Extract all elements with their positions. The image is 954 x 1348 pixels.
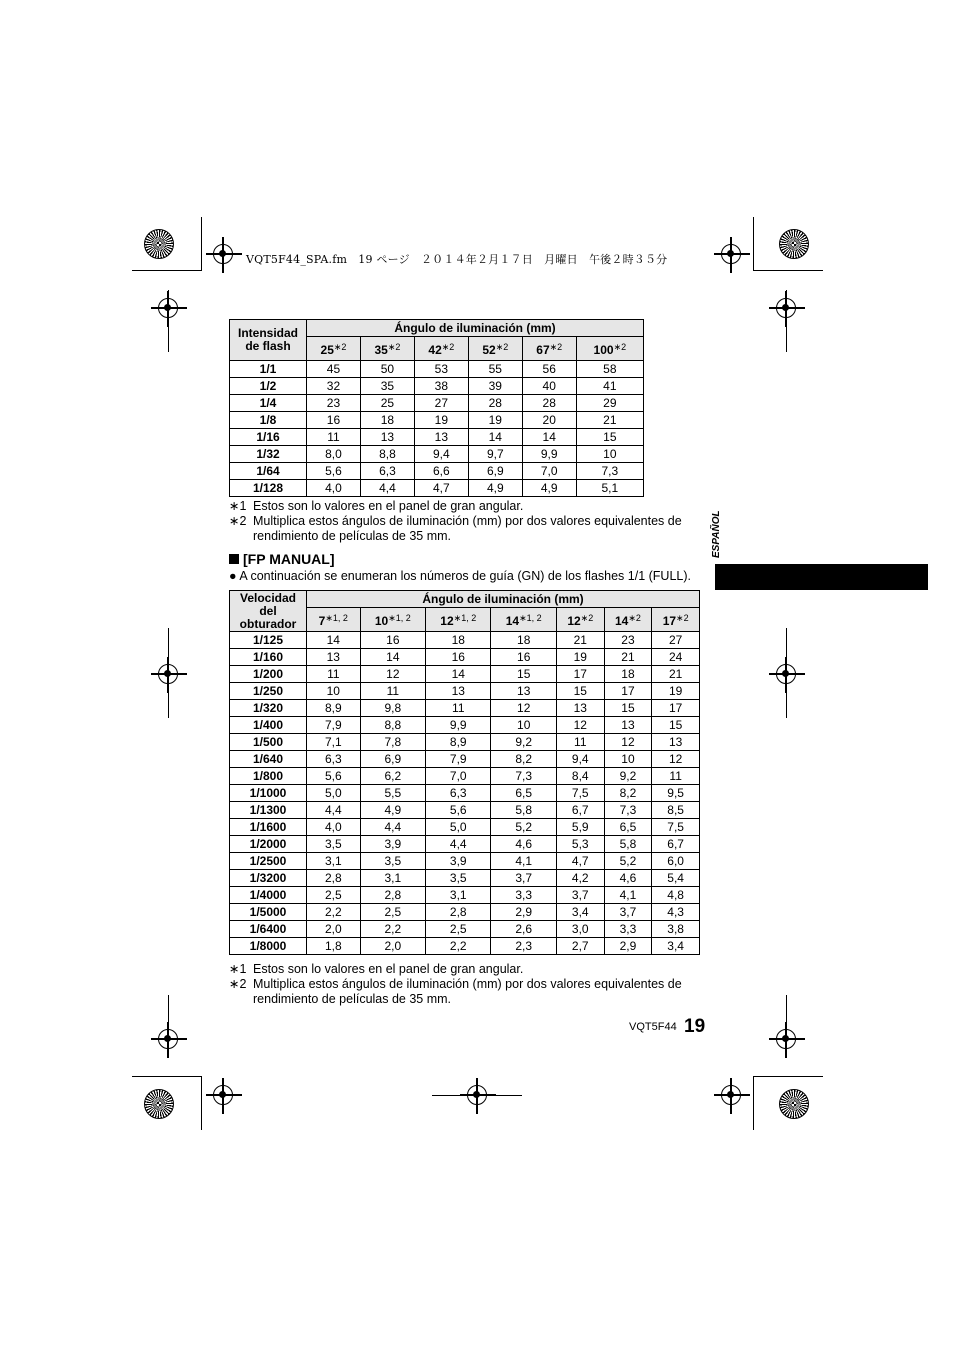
table-cell: 6,6 [414,463,468,480]
language-label: ESPAÑOL [711,510,722,558]
table-cell: 8,5 [652,802,700,819]
table-cell: 58 [576,361,643,378]
table-cell: 11 [307,429,361,446]
table-cell: 2,5 [360,904,425,921]
table-cell: 5,8 [604,836,652,853]
column-header: $35^{∗2}$ [360,337,414,361]
table-cell: 16 [426,649,491,666]
table-row [230,904,700,921]
table-row [230,378,644,395]
table-cell: 8,8 [360,446,414,463]
table-corner-header: Velocidad del obturador [230,591,307,632]
table-cell: 7,9 [307,717,361,734]
table-cell: 2,9 [491,904,556,921]
table-row [230,836,700,853]
row-label: 1/250 [230,683,307,700]
table-cell: 2,8 [426,904,491,921]
table-row [230,819,700,836]
table-row [230,683,700,700]
column-header: $7^{∗1, 2}$ [307,608,361,632]
table-cell: 4,4 [426,836,491,853]
table-cell: 2,2 [360,921,425,938]
table-cell: 2,8 [307,870,361,887]
row-label: 1/1600 [230,819,307,836]
starburst-icon [779,1089,809,1119]
row-label: 1/16 [230,429,307,446]
table-cell: 3,9 [426,853,491,870]
table-cell: 4,6 [604,870,652,887]
table-cell: 2,9 [604,938,652,955]
table-cell: 5,2 [604,853,652,870]
table-cell: 9,4 [556,751,604,768]
table-cell: 21 [576,412,643,429]
row-label: 1/125 [230,632,307,649]
column-header: $67^{∗2}$ [522,337,576,361]
table-cell: 11 [307,666,361,683]
table-cell: 4,9 [360,802,425,819]
row-label: 1/5000 [230,904,307,921]
table-cell: 17 [604,683,652,700]
file-header-line: VQT5F44_SPA.fm 19 ページ ２０１４年２月１７日 月曜日 午後２時３５分 [246,253,668,266]
table-cell: 15 [652,717,700,734]
row-label: 1/320 [230,700,307,717]
footnote: ∗1 Estos son lo valores en el panel de gran angular. [229,962,524,976]
footnotes [229,499,699,544]
table-cell: 5,0 [307,785,361,802]
table-row [230,870,700,887]
table-cell: 4,9 [468,480,522,497]
table-cell: 3,1 [307,853,361,870]
row-label: 1/400 [230,717,307,734]
table-cell: 7,5 [652,819,700,836]
table-cell: 4,4 [360,819,425,836]
table-row [230,802,700,819]
table-cell: 16 [360,632,425,649]
table-cell: 5,4 [652,870,700,887]
table-cell: 7,5 [556,785,604,802]
table-row [230,700,700,717]
page-number: 19 [684,1016,706,1037]
table-cell: 2,6 [491,921,556,938]
table-cell: 17 [652,700,700,717]
table-cell: 11 [652,768,700,785]
column-header: $52^{∗2}$ [468,337,522,361]
table-cell: 2,2 [426,938,491,955]
table-cell: 13 [307,649,361,666]
table-cell: 8,9 [426,734,491,751]
table-cell: 3,3 [604,921,652,938]
table-cell: 12 [491,700,556,717]
table-cell: 12 [652,751,700,768]
table-cell: 3,5 [426,870,491,887]
table-cell: 6,5 [604,819,652,836]
table-cell: 5,6 [426,802,491,819]
table-cell: 3,7 [491,870,556,887]
table-cell: 18 [426,632,491,649]
table-cell: 6,9 [360,751,425,768]
table-cell: 6,5 [491,785,556,802]
table-cell: 12 [604,734,652,751]
table-cell: 55 [468,361,522,378]
table-cell: 4,2 [556,870,604,887]
table-cell: 3,4 [652,938,700,955]
table-cell: 21 [652,666,700,683]
table-cell: 4,0 [307,480,361,497]
table-cell: 2,5 [426,921,491,938]
table-cell: 7,8 [360,734,425,751]
row-label: 1/500 [230,734,307,751]
table-cell: 19 [414,412,468,429]
table-cell: 4,6 [491,836,556,853]
table-cell: 9,9 [426,717,491,734]
table-cell: 41 [576,378,643,395]
table-cell: 4,7 [556,853,604,870]
table-cell: 3,5 [360,853,425,870]
table-cell: 4,4 [360,480,414,497]
footnote: ∗2 Multiplica estos ángulos de iluminación (mm) por dos valores equivalentes de rendimiento de películas de 35 mm. [229,977,682,1006]
column-header: $14^{∗1, 2}$ [491,608,556,632]
table-cell: 6,3 [426,785,491,802]
table-cell: 45 [307,361,361,378]
row-label: 1/2500 [230,853,307,870]
table-row [230,785,700,802]
table-cell: 8,2 [604,785,652,802]
black-square-icon [229,554,239,564]
table-cell: 38 [414,378,468,395]
row-label: 1/1000 [230,785,307,802]
table-row [230,649,700,666]
table-cell: 32 [307,378,361,395]
column-header: $100^{∗2}$ [576,337,643,361]
table-cell: 9,5 [652,785,700,802]
table-cell: 13 [360,429,414,446]
table-cell: 17 [556,666,604,683]
table-cell: 13 [491,683,556,700]
table-cell: 3,4 [556,904,604,921]
row-label: 1/800 [230,768,307,785]
registration-mark-icon [721,244,741,264]
table-cell: 4,1 [491,853,556,870]
table-cell: 14 [307,632,361,649]
table-cell: 5,1 [576,480,643,497]
fp-manual-table [229,590,700,955]
table-row [230,429,644,446]
table-row [230,463,644,480]
table-cell: 3,1 [426,887,491,904]
table-cell: 28 [468,395,522,412]
row-label: 1/8 [230,412,307,429]
table-group-header: Ángulo de iluminación (mm) [307,591,700,608]
table-cell: 3,7 [556,887,604,904]
row-label: 1/128 [230,480,307,497]
table-cell: 5,2 [491,819,556,836]
table-cell: 6,3 [360,463,414,480]
table-cell: 6,7 [652,836,700,853]
table-cell: 2,8 [360,887,425,904]
table-cell: 10 [491,717,556,734]
table-cell: 10 [576,446,643,463]
table-row [230,853,700,870]
table-cell: 27 [414,395,468,412]
table-cell: 21 [556,632,604,649]
table-cell: 7,3 [491,768,556,785]
row-label: 1/2 [230,378,307,395]
table-cell: 3,0 [556,921,604,938]
language-tab-bar [715,564,928,590]
table-cell: 5,9 [556,819,604,836]
table-cell: 3,7 [604,904,652,921]
table-cell: 5,0 [426,819,491,836]
row-label: 1/4 [230,395,307,412]
table-cell: 20 [522,412,576,429]
table-cell: 15 [556,683,604,700]
row-label: 1/8000 [230,938,307,955]
column-header: $10^{∗1, 2}$ [360,608,425,632]
table-cell: 3,8 [652,921,700,938]
bullet-icon: ● [229,569,237,583]
table-cell: 7,9 [426,751,491,768]
table-row [230,887,700,904]
table-cell: 9,7 [468,446,522,463]
table-cell: 9,9 [522,446,576,463]
table-cell: 9,4 [414,446,468,463]
table-row [230,921,700,938]
table-cell: 16 [491,649,556,666]
table-cell: 25 [360,395,414,412]
table-cell: 18 [360,412,414,429]
starburst-icon [779,229,809,259]
table-cell: 4,8 [652,887,700,904]
table-cell: 53 [414,361,468,378]
table-cell: 21 [604,649,652,666]
table-cell: 15 [576,429,643,446]
starburst-icon [144,1089,174,1119]
table-row [230,734,700,751]
table-cell: 19 [468,412,522,429]
table-cell: 29 [576,395,643,412]
table-cell: 19 [556,649,604,666]
table-row [230,717,700,734]
flash-intensity-table [229,319,644,497]
footnote: ∗2 Multiplica estos ángulos de iluminación (mm) por dos valores equivalentes de rendimiento de películas de 35 mm. [229,514,682,543]
row-label: 1/3200 [230,870,307,887]
row-label: 1/4000 [230,887,307,904]
table-cell: 13 [604,717,652,734]
registration-mark-icon [721,1085,741,1105]
table-cell: 3,9 [360,836,425,853]
table-cell: 4,3 [652,904,700,921]
table-cell: 2,0 [307,921,361,938]
column-header: $14^{∗2}$ [604,608,652,632]
table-cell: 3,3 [491,887,556,904]
table-cell: 23 [604,632,652,649]
table-row [230,666,700,683]
table-cell: 6,7 [556,802,604,819]
section-title [229,551,335,567]
table-cell: 4,7 [414,480,468,497]
table-cell: 5,6 [307,463,361,480]
table-cell: 16 [307,412,361,429]
table-cell: 11 [426,700,491,717]
table-cell: 6,2 [360,768,425,785]
table-cell: 7,0 [522,463,576,480]
table-cell: 5,5 [360,785,425,802]
table-cell: 5,3 [556,836,604,853]
table-cell: 2,0 [360,938,425,955]
row-label: 1/1 [230,361,307,378]
table-cell: 24 [652,649,700,666]
table-cell: 23 [307,395,361,412]
starburst-icon [144,229,174,259]
table-row [230,768,700,785]
table-cell: 13 [556,700,604,717]
registration-mark-icon [213,244,233,264]
table-cell: 13 [652,734,700,751]
table-cell: 8,9 [307,700,361,717]
column-header: $42^{∗2}$ [414,337,468,361]
table-cell: 3,1 [360,870,425,887]
table-cell: 14 [360,649,425,666]
row-label: 1/32 [230,446,307,463]
table-cell: 8,8 [360,717,425,734]
column-header: $17^{∗2}$ [652,608,700,632]
table-cell: 6,0 [652,853,700,870]
table-cell: 11 [556,734,604,751]
section-bullet-text: A continuación se enumeran los números de guía (GN) de los flashes 1/1 (FULL). [239,569,691,583]
table-row [230,446,644,463]
table-row [230,751,700,768]
table-cell: 3,5 [307,836,361,853]
table-cell: 40 [522,378,576,395]
table-cell: 27 [652,632,700,649]
row-label: 1/640 [230,751,307,768]
table-cell: 6,3 [307,751,361,768]
table-cell: 19 [652,683,700,700]
table-cell: 6,9 [468,463,522,480]
table-cell: 8,0 [307,446,361,463]
row-label: 1/1300 [230,802,307,819]
table-corner-header: Intensidad de flash [230,320,307,361]
table-cell: 13 [426,683,491,700]
table-row [230,480,644,497]
table-cell: 2,3 [491,938,556,955]
table-cell: 5,8 [491,802,556,819]
table-cell: 9,2 [604,768,652,785]
footnote: ∗1 Estos son lo valores en el panel de gran angular. [229,499,524,513]
column-header: $12^{∗2}$ [556,608,604,632]
row-label: 1/6400 [230,921,307,938]
table-cell: 5,6 [307,768,361,785]
table-cell: 2,7 [556,938,604,955]
table-cell: 7,1 [307,734,361,751]
table-cell: 7,3 [576,463,643,480]
table-cell: 12 [556,717,604,734]
table-cell: 56 [522,361,576,378]
row-label: 1/160 [230,649,307,666]
table-cell: 8,4 [556,768,604,785]
table-cell: 50 [360,361,414,378]
table-cell: 35 [360,378,414,395]
column-header: $12^{∗1, 2}$ [426,608,491,632]
table-cell: 39 [468,378,522,395]
table-cell: 14 [426,666,491,683]
table-cell: 12 [360,666,425,683]
table-cell: 18 [604,666,652,683]
table-cell: 28 [522,395,576,412]
table-cell: 11 [360,683,425,700]
registration-mark-icon [213,1085,233,1105]
table-cell: 4,4 [307,802,361,819]
table-cell: 14 [522,429,576,446]
table-cell: 7,0 [426,768,491,785]
table-cell: 2,5 [307,887,361,904]
row-label: 1/64 [230,463,307,480]
table-cell: 10 [604,751,652,768]
table-cell: 8,2 [491,751,556,768]
table-cell: 14 [468,429,522,446]
table-row [230,361,644,378]
table-cell: 10 [307,683,361,700]
table-cell: 15 [604,700,652,717]
row-label: 1/2000 [230,836,307,853]
table-cell: 7,3 [604,802,652,819]
document-code: VQT5F44 [629,1021,677,1033]
table-row [230,632,700,649]
table-cell: 9,8 [360,700,425,717]
table-cell: 15 [491,666,556,683]
table-cell: 4,1 [604,887,652,904]
column-header: $25^{∗2}$ [307,337,361,361]
table-row [230,938,700,955]
footnotes [229,962,699,1007]
table-cell: 9,2 [491,734,556,751]
table-cell: 4,9 [522,480,576,497]
table-cell: 4,0 [307,819,361,836]
section-bullet [229,569,709,584]
row-label: 1/200 [230,666,307,683]
table-cell: 1,8 [307,938,361,955]
table-row [230,412,644,429]
table-cell: 13 [414,429,468,446]
table-group-header: Ángulo de iluminación (mm) [307,320,644,337]
table-row [230,395,644,412]
section-title-text: [FP MANUAL] [243,551,335,567]
table-cell: 18 [491,632,556,649]
table-cell: 2,2 [307,904,361,921]
